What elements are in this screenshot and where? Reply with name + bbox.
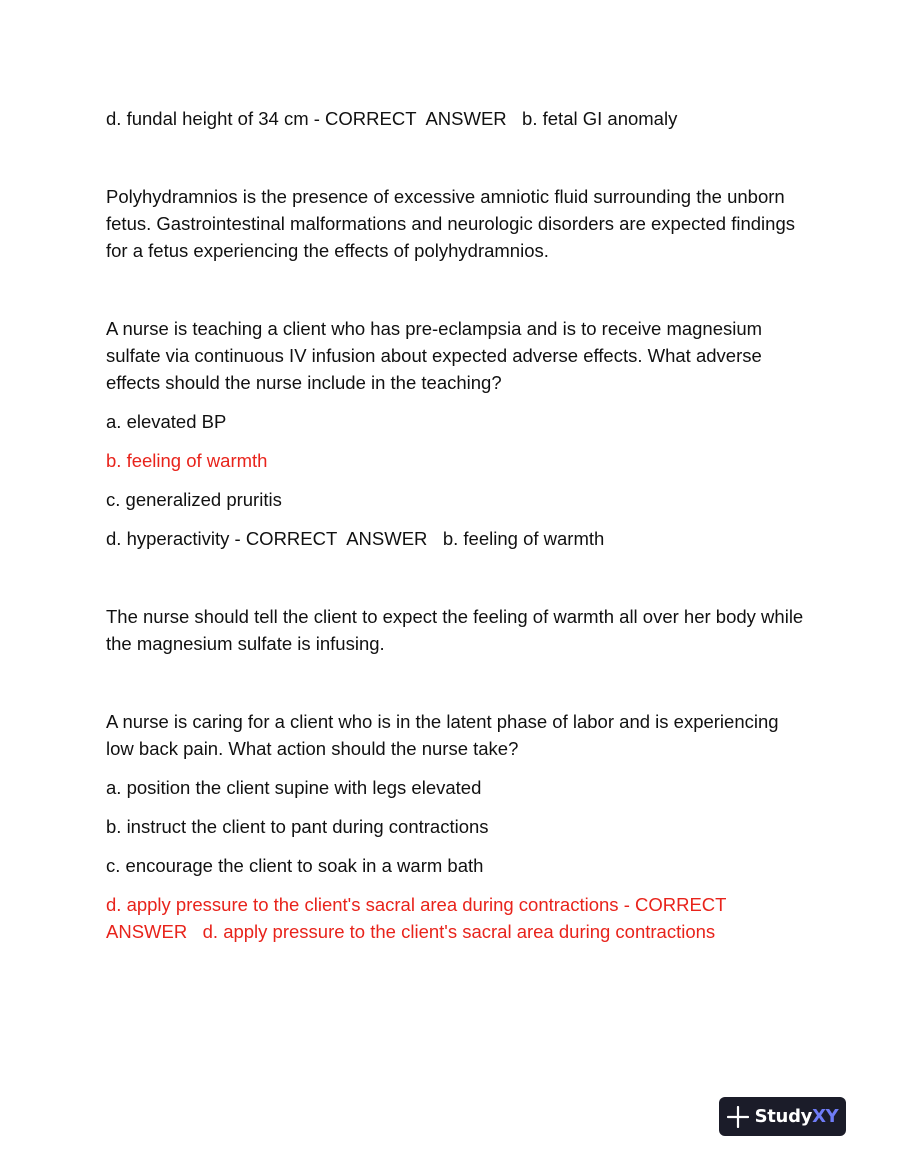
option-a: a. elevated BP [106, 411, 227, 432]
answer-line: d. fundal height of 34 cm - CORRECT ANSWER b. fetal GI anomaly [106, 108, 678, 129]
document-page [106, 105, 809, 945]
rationale-paragraph: The nurse should tell the client to expect the feeling of warmth all over her body while the magnesium sulfate is infusing. [106, 606, 809, 654]
option-c: c. generalized pruritis [106, 489, 282, 510]
plus-icon [727, 1106, 749, 1128]
option-d-correct-answer: d. apply pressure to the client's sacral area during contractions - CORRECT ANSWER d. apply pressure to the client's sacral area during contractions [106, 894, 736, 942]
question-text: A nurse is teaching a client who has pre-eclampsia and is to receive magnesium sulfate via continuous IV infusion about expected adverse effects. What adverse effects should the nurse include in the teaching? [106, 318, 768, 393]
question-text: A nurse is caring for a client who is in the latent phase of labor and is experiencing low back pain. What action should the nurse take? [106, 711, 784, 759]
option-c: c. encourage the client to soak in a warm bath [106, 855, 484, 876]
option-b: b. instruct the client to pant during contractions [106, 816, 489, 837]
logo-word-main: Study [754, 1106, 813, 1127]
studyxy-logo [719, 1097, 846, 1136]
option-b-correct: b. feeling of warmth [106, 450, 268, 471]
logo-word-accent: XY [812, 1106, 839, 1127]
logo-wordmark [755, 1106, 839, 1127]
rationale-paragraph: Polyhydramnios is the presence of excessive amniotic fluid surrounding the unborn fetus. Gastrointestinal malformations and neurologic disorders are expected findings for a fetus experiencing the effects of polyhydramnios. [106, 186, 801, 261]
option-a: a. position the client supine with legs elevated [106, 777, 482, 798]
option-d-answer: d. hyperactivity - CORRECT ANSWER b. feeling of warmth [106, 528, 605, 549]
